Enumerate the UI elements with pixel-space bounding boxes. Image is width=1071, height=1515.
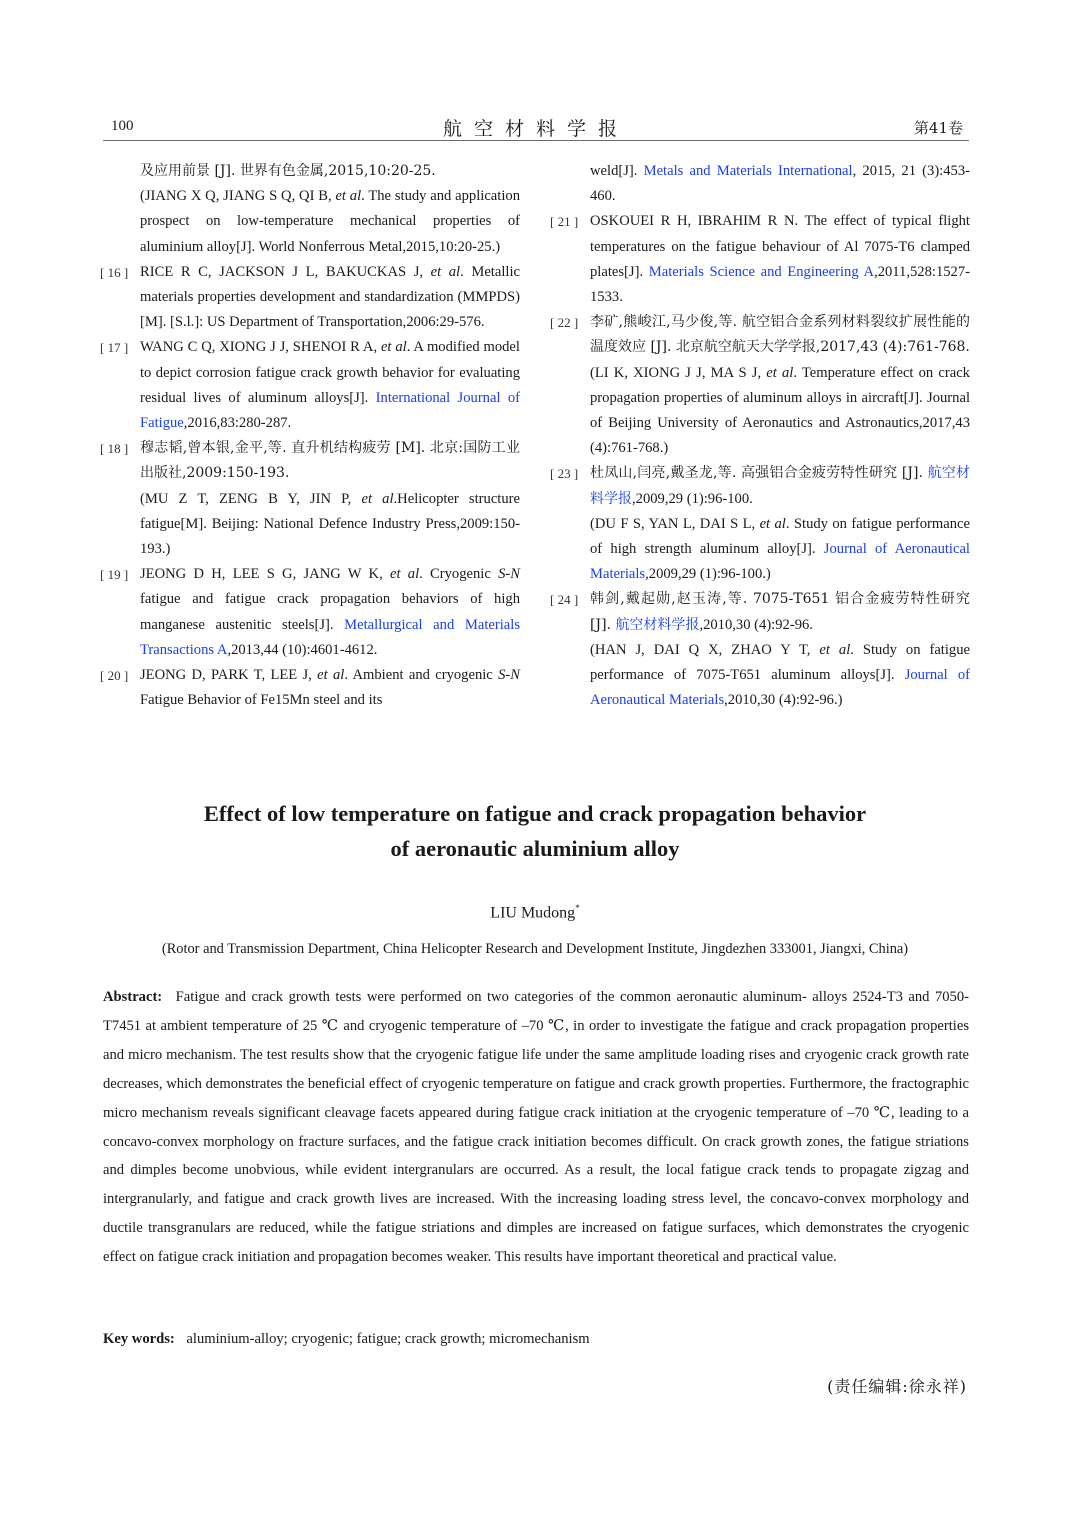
keywords-label: Key words: <box>103 1331 175 1347</box>
volume-label: 第41卷 <box>913 119 963 137</box>
reference-number: [ 17 ] <box>100 340 129 356</box>
responsible-editor: (责任编辑:徐永祥) <box>827 1377 967 1396</box>
corresponding-author-mark: * <box>575 903 580 913</box>
reference-number: [ 18 ] <box>100 441 129 457</box>
author: LIU Mudong* <box>490 903 580 922</box>
reference-number: [ 19 ] <box>100 567 129 583</box>
journal-title: 航空材料学报 <box>442 118 629 140</box>
reference-23: [ 23 ] 杜凤山,闫亮,戴圣龙,等. 高强铝合金疲劳特性研究 [J]. 航空材料学报,2009,29 (1):96-100. (DU F S, YAN L, DAI S L, et al. Study on fatigue performance of high strength aluminum alloy[J]. Journal of Aeronautical Materials,2009,29 (1):96-100.) <box>550 461 970 587</box>
keywords-text: aluminium-alloy; cryogenic; fatigue; crack growth; micromechanism <box>186 1331 590 1347</box>
journal-link[interactable]: Metals and Materials International <box>643 163 853 179</box>
reference-number: [ 16 ] <box>100 264 129 280</box>
reference-18: [ 18 ] 穆志韬,曾本银,金平,等. 直升机结构疲劳 [M]. 北京:国防工业出版社,2009:150-193. (MU Z T, ZENG B Y, JIN P, et al.Helicopter structure fatigue[M]. Beijing: National Defence Industry Press,2009:150-193.) <box>100 436 520 562</box>
abstract-label: Abstract: <box>103 989 163 1005</box>
journal-link[interactable]: Journal of Aeronautical Materials <box>590 541 970 583</box>
running-header <box>103 114 969 141</box>
reference-17: [ 17 ] WANG C Q, XIONG J J, SHENOI R A, et al. A modified model to depict corrosion fatigue crack growth behavior for evaluating residual lives of aluminum alloys[J]. International Journal of Fatigue,2016,83:280-287. <box>100 335 520 436</box>
affiliation: (Rotor and Transmission Department, China Helicopter Research and Development Institute, Jingdezhen 333001, Jiangxi, China) <box>161 941 909 957</box>
reference-20-continuation: weld[J]. Metals and Materials International, 2015, 21 (3):453-460. <box>590 163 970 205</box>
journal-link[interactable]: Materials Science and Engineering A <box>648 263 875 280</box>
abstract <box>103 983 969 1272</box>
reference-20: [ 20 ] JEONG D, PARK T, LEE J, et al. Ambient and cryogenic S-N Fatigue Behavior of Fe15Mn steel and its <box>100 663 520 713</box>
journal-link[interactable]: 航空材料学报 <box>615 616 700 633</box>
reference-number: [ 22 ] <box>550 315 579 331</box>
reference-number: [ 20 ] <box>100 668 129 684</box>
journal-link[interactable]: Metallurgical and Materials Transactions A <box>140 616 520 658</box>
journal-link[interactable]: International Journal of Fatigue <box>140 389 520 432</box>
journal-link[interactable]: 航空材料学报 <box>590 465 970 507</box>
reference-22: [ 22 ] 李矿,熊峻江,马少俊,等. 航空铝合金系列材料裂纹扩展性能的温度效应 [J]. 北京航空航天大学学报,2017,43 (4):761-768. (LI K, XIONG J J, MA S J, et al. Temperature effect on crack propagation properties of aluminum alloys in aircraft[J]. Journal of Beijing University of Aeronautics and Astronautics,2017,43 (4):761-768.) <box>550 310 970 461</box>
reference-19: [ 19 ] JEONG D H, LEE S G, JANG W K, et al. Cryogenic S-N fatigue and fatigue crack propagation behaviors of high manganese austenitic steels[J]. Metallurgical and Materials Transactions A,2013,44 (10):4601-4612. <box>100 562 520 663</box>
page-number: 100 <box>111 118 134 134</box>
reference-number: [ 21 ] <box>550 214 579 230</box>
reference-21: [ 21 ] OSKOUEI R H, IBRAHIM R N. The effect of typical flight temperatures on the fatigue behaviour of Al 7075-T6 clamped plates[J]. Materials Science and Engineering A,2011,528:1527-1533. <box>550 209 970 310</box>
abstract-text: Fatigue and crack growth tests were performed on two categories of the common aeronautic aluminum- alloys 2524-T3 and 7050-T7451 at ambient temperature of 25 ℃ and cryogenic temperature of –70 ℃, in order to investigate the fatigue and crack propagation properties and micro mechanism. The test results show that the cryogenic fatigue life under the same amplitude loading rises and cryogenic crack growth rate decreases, which demonstrates the beneficial effect of cryogenic temperature on fatigue and crack growth properties. Furthermore, the fractographic micro mechanism reveals significant cleavage facets appeared during fatigue crack initiation at the cryogenic temperature of –70 ℃, leading to a concavo-convex morphology on fracture surfaces, and the fatigue crack initiation becomes difficult. On crack growth zones, the fatigue striations and dimples become unobvious, while evident intergranulars are occurred. As a result, the local fatigue crack tends to propagate zigzag and intergranularly, and fatigue and crack growth lives are increased. With the increasing loading stress level, the concavo-convex morphology and ductile transgranulars are reduced, while the fatigue striations and dimples are increased on fatigue surfaces, which demonstrates the cryogenic effect on fatigue crack initiation and propagation becomes weaker. This results have important theoretical and practical value. <box>103 989 970 1266</box>
reference-15-continuation: 及应用前景 [J]. 世界有色金属,2015,10:20-25. (JIANG X Q, JIANG S Q, QI B, et al. The study and application prospect on low-temperature mechanical properties of aluminium alloy[J]. World Nonferrous Metal,2015,10:20-25.) <box>140 163 520 255</box>
keywords <box>103 1331 590 1348</box>
reference-16: [ 16 ] RICE R C, JACKSON J L, BAKUCKAS J, et al. Metallic materials properties development and standardization (MMPDS)[M]. [S.l.]: US Department of Transportation,2006:29-576. <box>100 260 520 336</box>
journal-link[interactable]: Journal of Aeronautical Materials <box>590 667 970 709</box>
reference-24: [ 24 ] 韩剑,戴起勋,赵玉涛,等. 7075-T651 铝合金疲劳特性研究 [J]. 航空材料学报,2010,30 (4):92-96. (HAN J, DAI Q X, ZHAO Y T, et al. Study on fatigue performance of 7075-T651 aluminum alloys[J]. Journal of Aeronautical Materials,2010,30 (4):92-96.) <box>550 587 970 713</box>
paper-title: Effect of low temperature on fatigue and crack propagation behavior of aeronautic aluminium alloy <box>203 801 867 861</box>
references-right-column <box>550 159 970 713</box>
references-left-column <box>100 159 520 713</box>
reference-number: [ 23 ] <box>550 466 579 482</box>
reference-number: [ 24 ] <box>550 592 579 608</box>
